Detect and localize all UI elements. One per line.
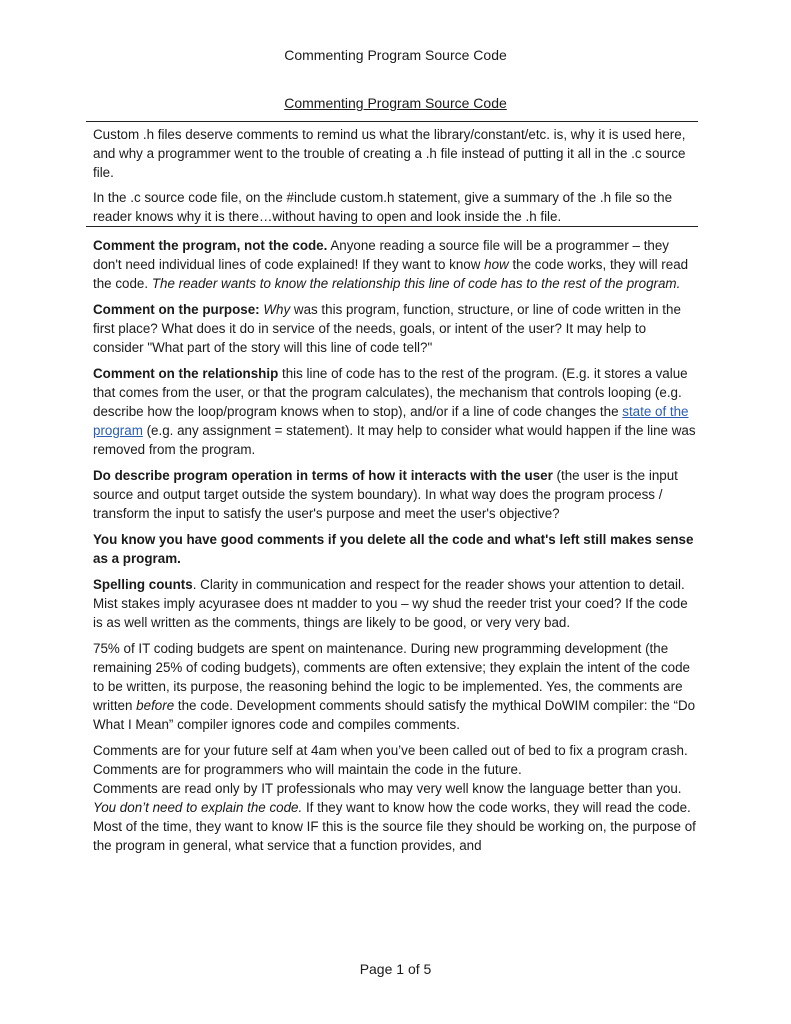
comment-program-lead: Comment the program, not the code. xyxy=(93,238,328,253)
running-header: Commenting Program Source Code xyxy=(284,47,507,63)
document-title: Commenting Program Source Code xyxy=(284,95,507,111)
page-number: Page 1 of 5 xyxy=(359,961,432,977)
relationship-lead: Comment on the relationship xyxy=(93,366,279,381)
professionals-paragraph: Comments are read only by IT professionals who may very well know the language better than you. You don’t need to explain the code. If they want to know how the code works, they will read the code. Most of the time, they want to know IF this is the source file they should be working on, the purpose of the program in general, what service that a function provides, and xyxy=(93,781,696,853)
h-file-note-box xyxy=(86,121,698,227)
state-of-program-link[interactable]: state of the program xyxy=(93,404,689,438)
future-self-line: Comments are for your future self at 4am when you’ve been called out of bed to fix a program crash. xyxy=(93,743,688,758)
user-interaction-paragraph: Do describe program operation in terms of how it interacts with the user (the user is the input source and output target outside the system boundary). In what way does the program process / transform the input to satisfy the user's purpose and meet the user's objective? xyxy=(93,468,678,521)
budgets-paragraph: 75% of IT coding budgets are spent on maintenance. During new programming development (the remaining 25% of coding budgets), comments are often extensive; they explain the intent of the code to be written, its purpose, the reasoning behind the logic to be implemented. Yes, the comments are written before the code. Development comments should satisfy the mythical DoWIM compiler: the “Do What I Mean” compiler ignores code and compiles comments. xyxy=(93,641,696,732)
spelling-paragraph: Spelling counts. Clarity in communication and respect for the reader shows your attention to detail. Mist stakes imply acyurasee does nt madder to you – wy shud the reeder trist your coed? If the code is as well written as the comments, things are likely to be good, or very very bad. xyxy=(93,577,688,630)
comment-program-paragraph: Comment the program, not the code. Anyone reading a source file will be a programmer – they don't need individual lines of code explained! If they want to know how the code works, they will read the code. The reader wants to know the relationship this line of code has to the rest of the program. xyxy=(93,238,689,291)
h-file-paragraph-2: In the .c source code file, on the #include custom.h statement, give a summary of the .h file so the reader knows why it is there…without having to open and look inside the .h file. xyxy=(93,190,673,224)
h-file-paragraph-1: Custom .h files deserve comments to remind us what the library/constant/etc. is, why it is used here, and why a programmer went to the trouble of creating a .h file instead of putting it all in the .c source file. xyxy=(93,127,686,180)
maintainers-line: Comments are for programmers who will maintain the code in the future. xyxy=(93,762,522,777)
document-body xyxy=(93,236,698,862)
spelling-lead: Spelling counts xyxy=(93,577,193,592)
purpose-lead: Comment on the purpose: xyxy=(93,302,260,317)
purpose-paragraph: Comment on the purpose: Why was this program, function, structure, or line of code written in the first place? What does it do in service of the needs, goals, or intent of the user? It may help to consider "What part of the story will this line of code tell?" xyxy=(93,302,681,355)
delete-code-paragraph: You know you have good comments if you delete all the code and what's left still makes sense as a program. xyxy=(93,532,694,566)
user-interaction-lead: Do describe program operation in terms of how it interacts with the user xyxy=(93,468,553,483)
relationship-paragraph: Comment on the relationship this line of code has to the rest of the program. (E.g. it stores a value that comes from the user, or that the program calculates), the mechanism that controls looping (e.g. describe how the loop/program knows when to stop), and/or if a line of code changes the state of the program (e.g. any assignment = statement). It may help to consider what would happen if the line was removed from the program. xyxy=(93,366,696,457)
